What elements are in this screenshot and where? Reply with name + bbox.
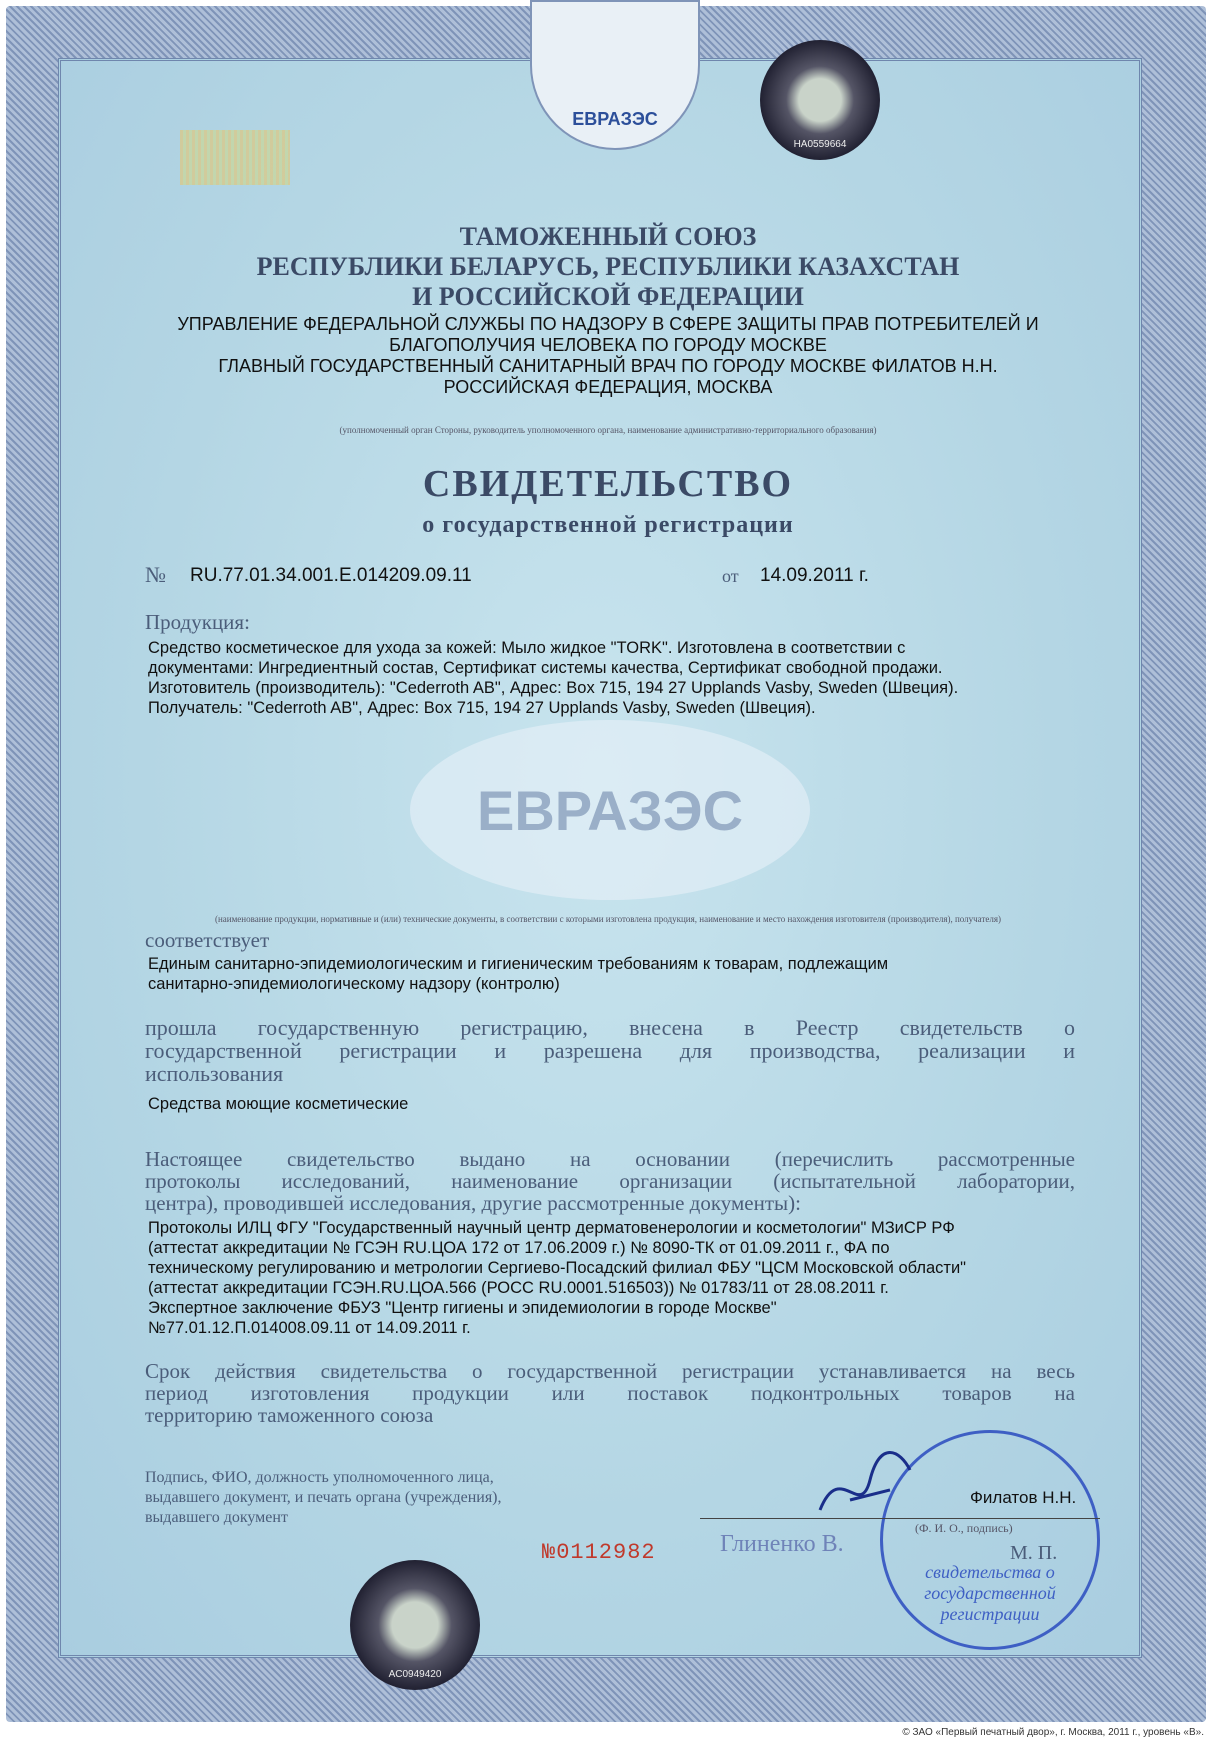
authority-line: УПРАВЛЕНИЕ ФЕДЕРАЛЬНОЙ СЛУЖБЫ ПО НАДЗОРУ В СФЕРЕ ЗАЩИТЫ ПРАВ ПОТРЕБИТЕЛЕЙ И (177, 314, 1039, 334)
hologram-code: AC0949420 (388, 1669, 442, 1680)
conforms-text (148, 954, 888, 994)
hologram-bottom (350, 1560, 480, 1690)
basis-line: (аттестат аккредитации ГСЭН.RU.ЦОА.566 (РОСС RU.0001.516503)) № 01783/11 от 28.08.2011 г. (148, 1279, 889, 1297)
holographic-strip (180, 130, 290, 185)
serial-number: №0112982 (542, 1540, 656, 1565)
signature-caption-line: Подпись, ФИО, должность уполномоченного лица, (145, 1469, 494, 1486)
mp-label: М. П. (1010, 1542, 1058, 1564)
basis-intro-line: Настоящее свидетельство выдано на основании (перечислить рассмотренные (145, 1147, 1075, 1171)
basis-documents (148, 1218, 966, 1338)
evrazes-watermark (410, 720, 810, 900)
document-subtitle: о государственной регистрации (422, 512, 794, 538)
number-label: № (145, 562, 166, 587)
basis-line: (аттестат аккредитации № ГСЭН RU.ЦОА 172 от 17.06.2009 г.) № 8090-ТК от 01.09.2011 г., ФА по (148, 1239, 890, 1257)
hologram-top (760, 40, 880, 160)
date-label: от (722, 566, 739, 586)
authority-line: РОССИЙСКАЯ ФЕДЕРАЦИЯ, МОСКВА (443, 377, 773, 397)
logo-text: ЕВРАЗЭС (572, 109, 658, 129)
signature (810, 1440, 920, 1520)
registration-date: 14.09.2011 г. (760, 565, 869, 586)
validity-text (145, 1360, 1075, 1426)
handwritten-name: Глиненко В. (720, 1531, 844, 1557)
validity-line: период изготовления продукции или поставок подконтрольных товаров на (145, 1381, 1075, 1405)
conforms-line: санитарно-эпидемиологическому надзору (контролю) (148, 975, 560, 993)
document-title: СВИДЕТЕЛЬСТВО (422, 463, 794, 505)
basis-line: №77.01.12.П.014008.09.11 от 14.09.2011 г. (148, 1319, 471, 1337)
product-line: Изготовитель (производитель): "Cederroth AB", Адрес: Box 715, 194 27 Upplands Vasby, Sweden (Швеция). (148, 679, 959, 697)
basis-intro-line: центра), проводившей исследования, другие рассмотренные документы): (145, 1191, 801, 1215)
basis-intro (145, 1148, 1075, 1214)
product-caption: (наименование продукции, нормативные и (или) технические документы, в соответствии с которыми изготовлена продукция, наименование и место нахождения изготовителя (производителя), получателя) (214, 914, 1002, 924)
product-line: документами: Ингредиентный состав, Сертификат системы качества, Сертификат свободной продажи. (148, 659, 943, 677)
watermark-text: ЕВРАЗЭС (476, 778, 744, 842)
header-line-1: ТАМОЖЕННЫЙ СОЮЗ (459, 222, 757, 251)
signature-caption-line: выдавшего документ (145, 1509, 288, 1526)
registered-line: использования (145, 1061, 284, 1086)
authority-line: БЛАГОПОЛУЧИЯ ЧЕЛОВЕКА ПО ГОРОДУ МОСКВЕ (389, 335, 827, 355)
signature-caption (145, 1468, 502, 1528)
basis-line: Экспертное заключение ФБУЗ "Центр гигиены и эпидемиологии в городе Москве" (148, 1299, 777, 1317)
fio-caption: (Ф. И. О., подпись) (915, 1521, 1013, 1535)
stamp-text: свидетельства о государственной регистрации (924, 1562, 1056, 1624)
validity-line: территорию таможенного союза (145, 1403, 434, 1427)
signature-line (700, 1518, 1100, 1519)
printer-imprint: © ЗАО «Первый печатный двор», г. Москва, 2011 г., уровень «В». (902, 1727, 1204, 1738)
usage: Средства моющие косметические (148, 1095, 409, 1113)
product-line: Средство косметическое для ухода за кожей: Мыло жидкое "TORK". Изготовлена в соответствии с (148, 639, 906, 657)
basis-intro-line: протоколы исследований, наименование организации (испытательной лаборатории, (145, 1169, 1075, 1193)
authority-line: ГЛАВНЫЙ ГОСУДАРСТВЕННЫЙ САНИТАРНЫЙ ВРАЧ ПО ГОРОДУ МОСКВЕ ФИЛАТОВ Н.Н. (218, 356, 998, 376)
signer-name: Филатов Н.Н. (970, 1488, 1077, 1507)
validity-line: Срок действия свидетельства о государственной регистрации устанавливается на весь (145, 1359, 1075, 1383)
registration-number: RU.77.01.34.001.E.014209.09.11 (190, 565, 472, 586)
conforms-label: соответствует (145, 928, 270, 952)
product-description (148, 638, 958, 718)
basis-line: техническому регулированию и метрологии Сергиево-Посадский филиал ФБУ "ЦСМ Московской области" (148, 1259, 967, 1277)
conforms-line: Единым санитарно-эпидемиологическим и гигиеническим требованиям к товарам, подлежащим (148, 955, 889, 973)
product-line: Получатель: "Cederroth AB", Адрес: Box 715, 194 27 Upplands Vasby, Sweden (Швеция). (148, 699, 816, 717)
signature-caption-line: выдавшего документ, и печать органа (учреждения), (145, 1489, 502, 1506)
header-line-2: РЕСПУБЛИКИ БЕЛАРУСЬ, РЕСПУБЛИКИ КАЗАХСТАН (256, 252, 960, 281)
registered-line: государственной регистрации и разрешена для производства, реализации и (145, 1038, 1075, 1063)
basis-line: Протоколы ИЛЦ ФГУ "Государственный научный центр дерматовенерологии и косметологии" МЗиСР РФ (148, 1219, 955, 1237)
registered-line: прошла государственную регистрацию, внесена в Реестр свидетельств о (145, 1015, 1075, 1040)
registered-text (145, 1016, 1075, 1085)
authority-caption: (уполномоченный орган Стороны, руководитель уполномоченного органа, наименование административно-территориального образования) (339, 425, 877, 435)
header-line-3: И РОССИЙСКОЙ ФЕДЕРАЦИИ (412, 282, 804, 311)
hologram-code: HA0559664 (793, 139, 847, 150)
product-label: Продукция: (145, 610, 250, 634)
